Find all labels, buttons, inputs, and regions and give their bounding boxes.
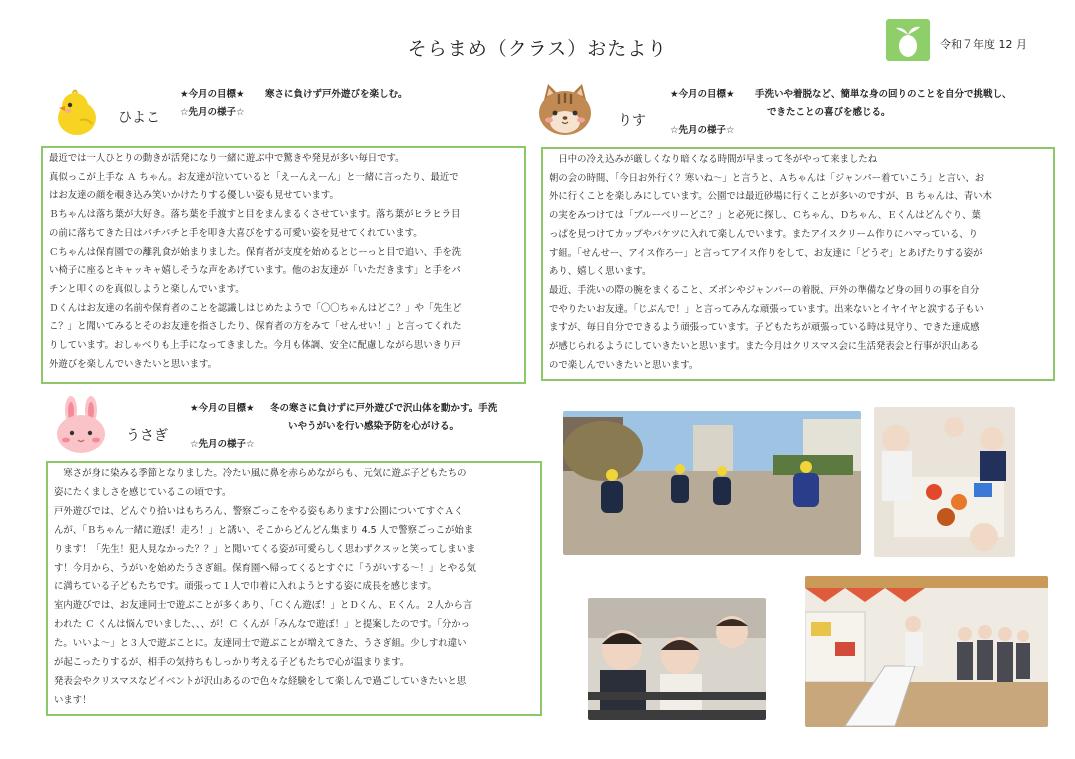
class-name-hiyoko: ひよこ (118, 110, 160, 126)
body-line: 寒さが身に染みる季節となりました。冷たい風に鼻を赤らめながらも、元気に遊ぶ子どもたちの (54, 468, 467, 479)
photo-indoor-slide-room (805, 576, 1048, 727)
body-line: はお友達の顔を覗き込み笑いかけたりする優しい姿も見せています。 (49, 190, 339, 202)
body-line: こ？」と聞いてみるとそのお友達を指さしたり、保育者の方をみて「せんせい！」と言ってくれた (49, 321, 462, 333)
body-line: に満ちている子どもたちです。頑張って１人で巾着に入れようとする姿に成長を感じます。 (54, 581, 437, 593)
rabbit-icon (54, 396, 108, 454)
text-box-usagi (46, 461, 542, 716)
text-box-risu (541, 147, 1055, 381)
body-line: た。いいよ～」と３人で遊ぶことに。友達同士で遊ぶことが増えてきた、うさぎ組。少しすれ違い (54, 638, 467, 650)
body-line: でやりたいお友達。「じぶんで！」と言ってみんな頑張っています。出来ないとイヤイヤと涙する子もい (549, 303, 984, 315)
body-line: 室内遊びでは、お友達同士で遊ぶことが多くあり、「Ｃくん遊ぼ！」とＤくん、Ｅくん。２人から言 (54, 600, 473, 612)
body-line: の前に落ちてきた日はパチパチと手を叩き大喜びをする可愛い姿を見せてくれています。 (49, 227, 423, 239)
chick-icon (54, 88, 100, 138)
body-line: 発表会やクリスマスなどイベントが沢山あるので色々な経験をして楽しんで過ごしていきたいと思 (54, 675, 467, 687)
body-line: あり、嬉しく思います。 (549, 266, 652, 278)
page-title: そらまめ（クラス）おたより (407, 38, 668, 60)
goal-label-risu: ★今月の目標★ (670, 89, 735, 100)
body-line: の実をみつけては「ブルーベリーどこ？」と必死に探し、Ｃちゃん、Ｄちゃん、Ｅくんはどんぐり、葉 (549, 210, 981, 222)
body-line: い椅子に座るとキャッキャ嬉しそうな声をあげています。他のお友達が「いただきます」と手をパ (49, 265, 461, 277)
photo-pretend-play-table (874, 407, 1015, 557)
class-name-risu: りす (618, 113, 646, 129)
body-line: チンと叩くのを真似しようと楽しんでいます。 (49, 283, 245, 295)
body-line: 外に行くことを楽しみにしています。公園では最近砂場に行くことが多いのですが、Ｂ ちゃんは、青い木 (549, 191, 992, 203)
body-line: Ｄくんはお友達の名前や保育者のことを認識しはじめたようで「〇〇ちゃんはどこ？」や「先生ど (49, 302, 462, 314)
body-line: す組。「せんせー、アイス作ろー」と言ってアイス作りをして、お友達に「どうぞ」とあげたりする姿が (549, 247, 983, 259)
class-name-usagi: うさぎ (126, 428, 168, 444)
body-line: 真似っこが上手な Ａ ちゃん。お友達が泣いていると「えーんえーん」と一緒に言ったり、最近で (49, 171, 459, 183)
goal-label-hiyoko: ★今月の目標★ (180, 89, 245, 100)
body-line: ります！「先生！犯人見なかった？？」と聞いてくる姿が可愛らしく思わずクスッと笑ってしまいま (54, 543, 476, 555)
goal-label-usagi: ★今月の目標★ (190, 403, 255, 414)
goal-text-usagi-2: いやうがいを行い感染予防を心がける。 (288, 421, 460, 432)
prev-label-risu: ☆先月の様子☆ (670, 125, 735, 136)
body-line: われた Ｃ くんは悩んでいました、、、が！Ｃ くんが「みんなで遊ぼ！」と提案したのです。「分かっ (54, 619, 470, 631)
body-line: 最近では一人ひとりの動きが活発になり一緒に遊ぶ中で驚きや発見が多い毎日です。 (49, 153, 405, 164)
body-line: っぱを見つけてカップやバケツに入れて楽しんでいます。またアイスクリーム作りにハマっている、り (549, 228, 979, 240)
body-line: が感じられるようにしていきたいと思います。また今月はクリスマス会に生活発表会と行事が沢山ある (549, 341, 980, 353)
body-line: います！ (54, 694, 92, 706)
photo-children-in-crib (588, 598, 766, 720)
body-line: が起こったりするが、相手の気持ちもしっかり考える子どもたちで心が温まります。 (54, 657, 410, 669)
body-line: んが、「Ｂちゃん一緒に遊ぼ！走ろ！」と誘い、そこからどんどん集まり 4.5 人で警察ごっこが始ま (54, 524, 474, 536)
body-line: す！今月から、うがいを始めたうさぎ組。保育園へ帰ってくるとすぐに「うがいする～！」とやる気 (54, 562, 476, 574)
body-line: 外遊びを楽しんでいきたいと思います。 (49, 358, 218, 370)
body-line: 姿にたくましさを感じているこの頃です。 (54, 486, 232, 498)
body-line: ので楽しんでいきたいと思います。 (549, 359, 699, 371)
newsletter-date: 令和７年度 12 月 (940, 38, 1027, 51)
text-box-hiyoko (41, 146, 526, 384)
body-line: 朝の会の時間、「今日お外行く？寒いね～」と言うと、Ａちゃんは「ジャンパー着ていこう」と言い、お (549, 172, 985, 184)
goal-text-risu: 手洗いや着脱など、簡単な身の回りのことを自分で挑戦し、 (755, 89, 1012, 100)
goal-text-hiyoko: 寒さに負けず戸外遊びを楽しむ。 (265, 89, 408, 100)
body-line: Ｂちゃんは落ち葉が大好き。落ち葉を手渡すと目をまんまるくさせています。落ち葉がヒラヒラ目 (49, 209, 461, 221)
body-line: Ｃちゃんは保育園での離乳食が始まりました。保育者が支度を始めるとじーっと目で追い、手を洗 (49, 246, 462, 258)
prev-label-usagi: ☆先月の様子☆ (190, 439, 255, 450)
bean-sprout-logo-icon (886, 19, 930, 61)
body-line: ますが、毎日自分でできるよう頑張っています。子どもたちが頑張っている時は見守り、できた達成感 (549, 322, 980, 334)
goal-text-risu-2: できたことの喜びを感じる。 (767, 107, 891, 118)
prev-label-hiyoko: ☆先月の様子☆ (180, 107, 245, 118)
body-line: りしています。おしゃべりも上手になってきました。今月も体調、安全に配慮しながら思いきり戸 (49, 340, 461, 352)
body-line: 日中の冷え込みが厳しくなり暗くなる時間が早まって冬がやって来ましたね (549, 154, 878, 165)
photo-children-running-park (563, 411, 861, 555)
goal-text-usagi: 冬の寒さに負けずに戸外遊びで沢山体を動かす。手洗 (270, 403, 498, 414)
body-line: 戸外遊びでは、どんぐり拾いはもちろん、警察ごっこをやる姿もあります♪公園についてすぐＡく (54, 505, 464, 517)
squirrel-icon (536, 82, 594, 138)
body-line: 最近、手洗いの際の腕をまくること、ズボンやジャンパーの着脱、戸外の準備など身の回りの事を自分 (549, 284, 980, 296)
